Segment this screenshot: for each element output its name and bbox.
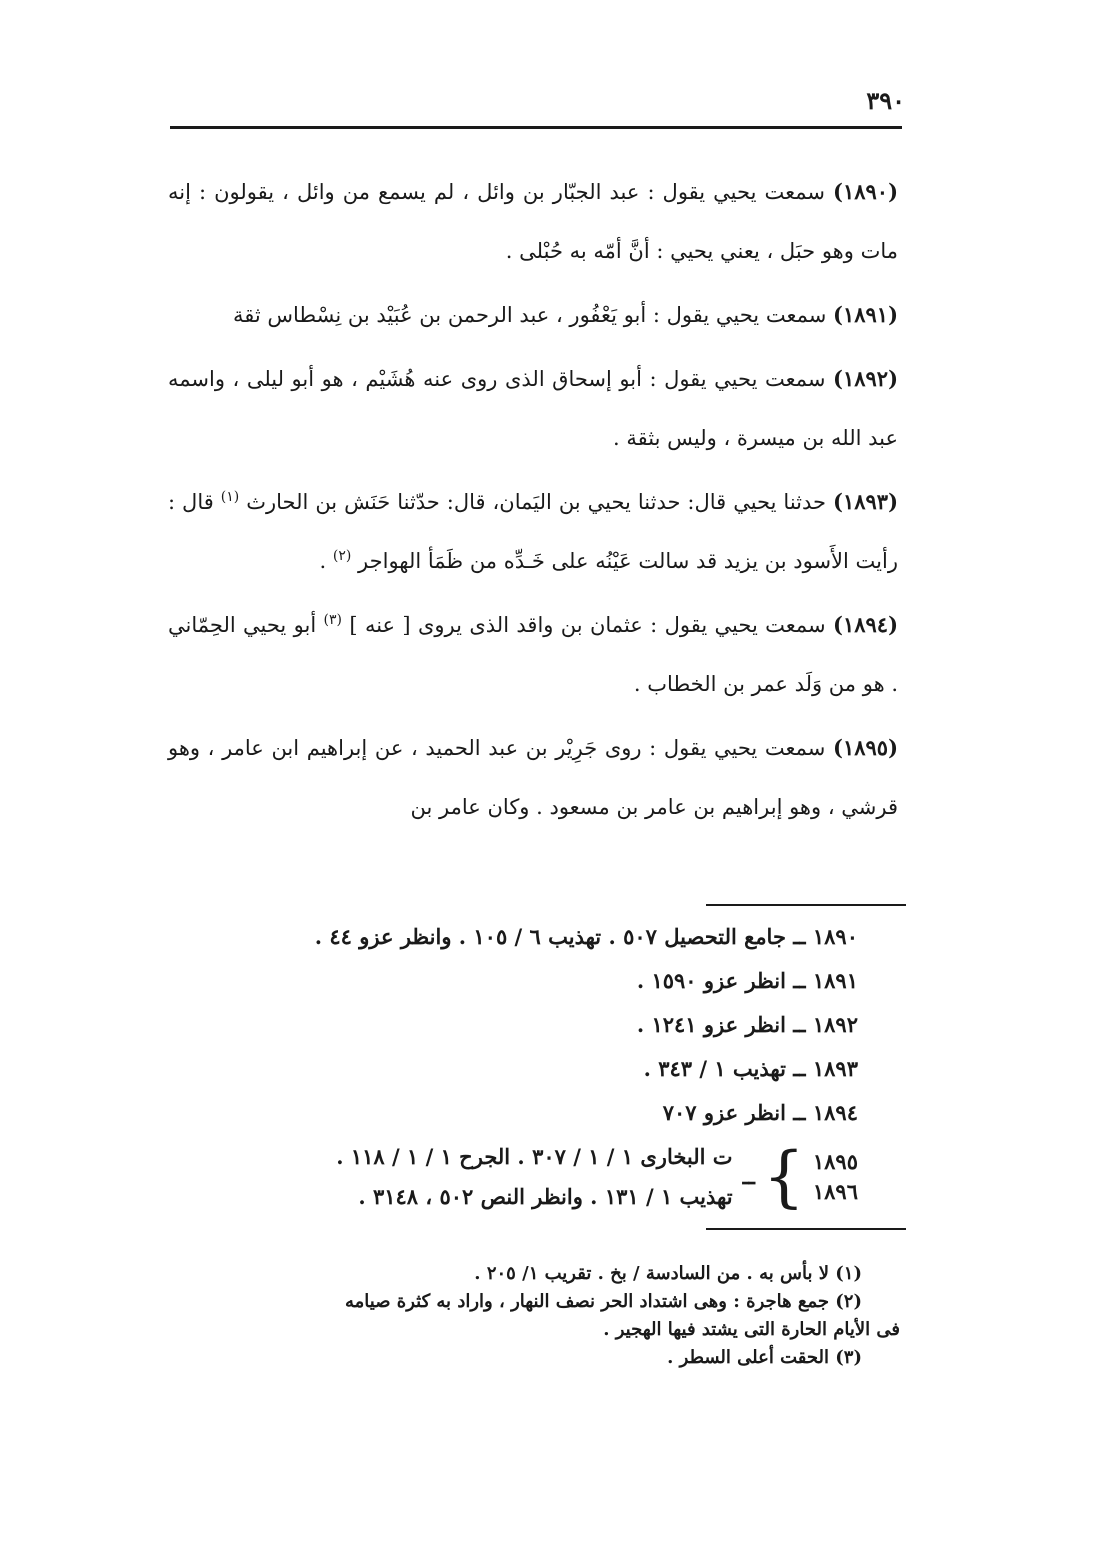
entry-1895 xyxy=(168,718,898,837)
source-number: ١٨٩٦ xyxy=(812,1179,858,1204)
footnote-2: (٢) جمع هاجرة : وهى اشتداد الحر نصف النهار ، واراد به كثرة صيامه xyxy=(345,1291,862,1312)
entry-text: سمعت يحيي يقول : أبو إسحاق الذى روى عنه هُشَيْم ، هو أبو ليلى ، واسمه عبد الله بن ميسرة ، وليس بثقة . xyxy=(168,367,898,450)
source-line: ١٨٩٢ ــ انظر عزو ١٢٤١ . xyxy=(636,1012,858,1037)
source-line: ت البخارى ١ / ١ / ٣٠٧ . الجرح ١ / ١ / ١١٨ . xyxy=(336,1144,733,1169)
entry-1894 xyxy=(168,595,898,714)
entry-number: ( ١٨٩٣ ) xyxy=(833,489,898,514)
entry-number: ( ١٨٩٥ ) xyxy=(833,735,898,760)
footnotes xyxy=(168,1260,900,1372)
source-line: ١٨٩٠ ــ جامع التحصيل ٥٠٧ . تهذيب ٦ / ١٠٥ . وانظر عزو ٤٤ . xyxy=(314,924,858,949)
entry-text: سمعت يحيي يقول : أبو يَعْفُور ، عبد الرحمن بن عُبَيْد بن نِسْطاس ثقة xyxy=(232,303,827,327)
source-number: ١٨٩٥ xyxy=(812,1149,858,1174)
combined-numbers xyxy=(813,1147,858,1207)
entry-1891 xyxy=(168,285,898,345)
footnote-2-continued: فى الأيام الحارة التى يشتد فيها الهجير . xyxy=(603,1319,900,1340)
combined-texts xyxy=(336,1137,732,1217)
entry-1892 xyxy=(168,349,898,468)
entry-text: حدثنا يحيي قال: حدثنا يحيي بن اليَمان، قال: حدّثنا حَنَش بن الحارث xyxy=(246,490,826,514)
entry-number: ( ١٨٩٤ ) xyxy=(833,612,898,637)
entry-text: سمعت يحيي يقول : عبد الجبّار بن وائل ، لم يسمع من وائل ، يقولون : إنه مات وهو حبَل ، يعني يحيي : أنَّ أمّه به حُبْلى . xyxy=(168,180,898,263)
footnote-ref-2[interactable]: (٢) xyxy=(332,548,352,564)
sources-rule xyxy=(706,904,906,906)
main-text xyxy=(168,162,898,841)
entry-1893 xyxy=(168,472,898,591)
source-references xyxy=(168,915,858,1217)
entry-text: قال : رأيت الأَسود بن يزيد قد سالت عَيْنُه على خَـدِّه من ظَمَأ الهواجر xyxy=(168,490,898,573)
source-line: ١٨٩١ ــ انظر عزو ١٥٩٠ . xyxy=(636,968,858,993)
entry-text: سمعت يحيي يقول : روى جَرِيْر بن عبد الحميد ، عن إبراهيم ابن عامر ، وهو قرشي ، وهو إبراهيم بن عامر بن مسعود . وكان عامر بن xyxy=(168,736,898,819)
footnote-3: (٣) الحقت أعلى السطر . xyxy=(667,1347,862,1368)
entry-number: ( ١٨٩٠ ) xyxy=(833,179,898,204)
brace-glyph: } xyxy=(762,1138,805,1215)
source-line: ١٨٩٣ ــ تهذيب ١ / ٣٤٣ . xyxy=(643,1056,858,1081)
entry-number: ( ١٨٩١ ) xyxy=(833,302,898,327)
source-combined-1895-1896 xyxy=(168,1137,858,1217)
entry-1890 xyxy=(168,162,898,281)
source-line: ١٨٩٤ ــ انظر عزو ٧٠٧ xyxy=(662,1100,858,1125)
entry-text: أبو يحيي الحِمّاني . هو من وَلَد عمر بن الخطاب . xyxy=(168,613,898,696)
entry-number: ( ١٨٩٢ ) xyxy=(833,366,898,391)
entry-text-end: . xyxy=(319,549,327,573)
source-line: تهذيب ١ / ١٣١ . وانظر النص ٥٠٢ ، ٣١٤٨ . xyxy=(358,1184,733,1209)
header-rule xyxy=(170,126,902,129)
page-number: ٣٩٠ xyxy=(866,86,905,115)
entry-text: سمعت يحيي يقول : عثمان بن واقد الذى يروى [ عنه ] xyxy=(349,613,826,637)
footnote-ref-3[interactable]: (٣) xyxy=(323,612,343,628)
footnote-1: (١) لا بأس به . من السادسة / بخ . تقريب ١/ ٢٠٥ . xyxy=(474,1263,862,1284)
footnotes-rule xyxy=(706,1228,906,1230)
source-dash: ــ xyxy=(742,1164,755,1189)
footnote-ref-1[interactable]: (١) xyxy=(220,489,240,505)
